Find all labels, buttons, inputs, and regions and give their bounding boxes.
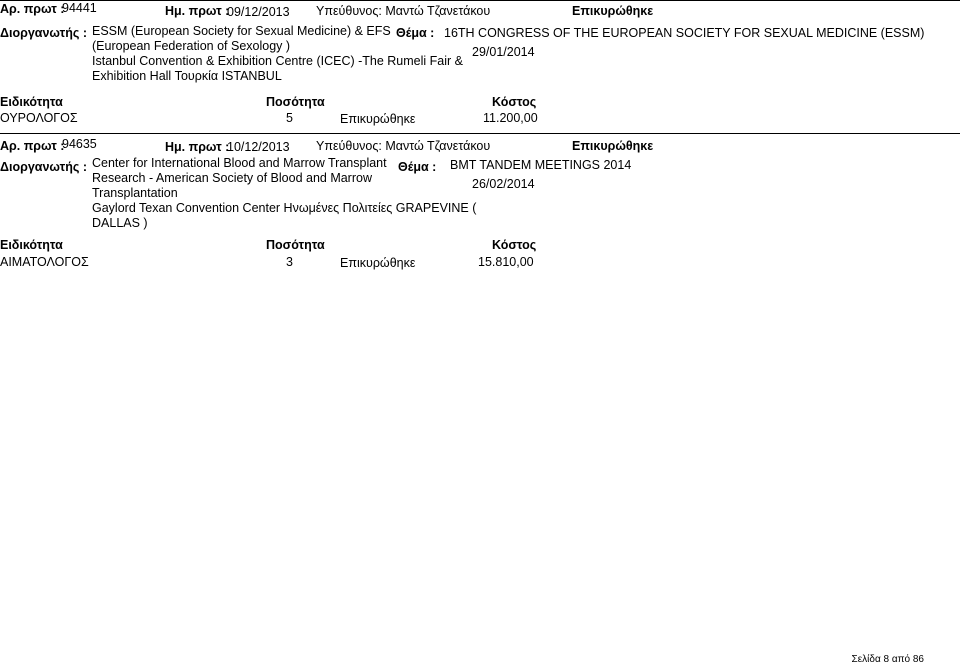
quantity-value: 3 [286,255,293,269]
page-number: Σελίδα 8 από 86 [851,654,924,665]
column-header-quantity: Ποσότητα [266,238,325,252]
organizer-line: DALLAS ) [92,216,148,230]
protocol-date-label: Ημ. πρωτ : [165,140,230,154]
event-date: 29/01/2014 [472,45,535,59]
organizer-line: Istanbul Convention & Exhibition Centre (ICEC) -The Rumeli Fair & [92,54,463,68]
cost-value: 11.200,00 [483,111,538,125]
protocol-date: 10/12/2013 [227,140,290,154]
topic-label: Θέμα : [396,26,435,40]
column-header-cost: Κόστος [492,95,537,109]
organizer-line: Research - American Society of Blood and Marrow [92,171,372,185]
responsible-person: Υπεύθυνος: Μαντώ Τζανετάκου [316,139,491,153]
quantity-value: 5 [286,111,293,125]
organizer-label: Διοργανωτής : [0,26,87,40]
protocol-number: 94441 [62,1,97,15]
record-separator [0,0,960,1]
protocol-date: 09/12/2013 [227,5,290,19]
organizer-label: Διοργανωτής : [0,160,87,174]
organizer-line: Exhibition Hall Τουρκία ISTANBUL [92,69,282,83]
record-separator [0,133,960,134]
status-badge: Επικυρώθηκε [572,139,654,153]
column-header-specialty: Ειδικότητα [0,95,63,109]
organizer-line: Gaylord Texan Convention Center Ηνωμένες Πολιτείες GRAPEVINE ( [92,201,477,215]
specialty-value: ΑΙΜΑΤΟΛΟΓΟΣ [0,255,89,269]
organizer-line: ESSM (European Society for Sexual Medicine) & EFS [92,24,391,38]
column-header-quantity: Ποσότητα [266,95,325,109]
organizer-line: Transplantation [92,186,178,200]
protocol-date-label: Ημ. πρωτ : [165,4,230,18]
protocol-label: Αρ. πρωτ : [0,139,65,153]
event-date: 26/02/2014 [472,177,535,191]
column-header-specialty: Ειδικότητα [0,238,63,252]
organizer-line: Center for International Blood and Marrow Transplant [92,156,387,170]
topic-label: Θέμα : [398,160,437,174]
specialty-value: ΟΥΡΟΛΟΓΟΣ [0,111,78,125]
status-badge: Επικυρώθηκε [572,4,654,18]
column-header-cost: Κόστος [492,238,537,252]
topic: 16TH CONGRESS OF THE EUROPEAN SOCIETY FOR SEXUAL MEDICINE (ESSM) [444,26,925,40]
line-status: Επικυρώθηκε [340,256,416,270]
line-status: Επικυρώθηκε [340,112,416,126]
cost-value: 15.810,00 [478,255,534,269]
protocol-label: Αρ. πρωτ : [0,2,65,16]
responsible-person: Υπεύθυνος: Μαντώ Τζανετάκου [316,4,491,18]
organizer-line: (European Federation of Sexology ) [92,39,291,53]
protocol-number: 94635 [62,137,97,151]
topic: BMT TANDEM MEETINGS 2014 [450,158,632,172]
